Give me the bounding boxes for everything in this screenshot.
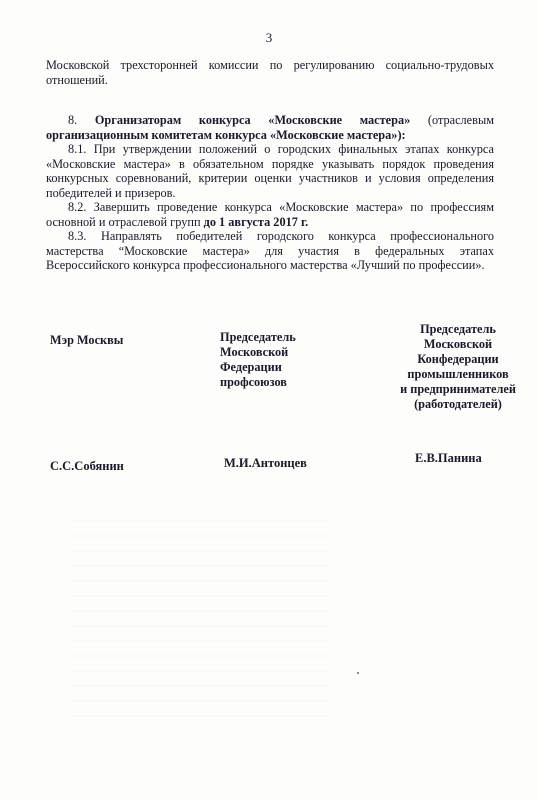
paragraph-8-3: 8.3. Направлять победителей городского конкурса профессионального мастерства “Московские мастера» для участия в федеральных этапах Всероссийского конкурса профессионального мастерства «Лучший по профессии». — [46, 229, 494, 272]
title-line: и предпринимателей — [400, 382, 516, 396]
title-line: Федерации — [220, 360, 282, 374]
title-line: Московской — [220, 345, 289, 359]
signature-title-mayor: Мэр Москвы — [50, 333, 124, 347]
scan-speck — [357, 672, 359, 674]
title-line: Председатель — [420, 322, 496, 336]
section-8-number: 8. — [68, 113, 95, 127]
section-8-heading-bold-1: Организаторам конкурса «Московские мастера» — [94, 113, 411, 127]
show-through-shadow — [70, 520, 330, 720]
signatory-name-mayor: С.С.Собянин — [50, 459, 124, 473]
paragraph-8-1: 8.1. При утверждении положений о городских финальных этапах конкурса «Московские мастера» в обязательном порядке указывать порядок проведения конкурсных соревнований, критерии оценки участников и условия определения победителей и призеров. — [46, 142, 494, 200]
section-8-heading — [46, 113, 494, 142]
paragraph-8-2-deadline: до 1 августа 2017 г. — [203, 214, 309, 229]
title-line: Председатель — [220, 330, 296, 344]
section-8-heading-plain: (отраслевым — [410, 113, 494, 127]
continuation-paragraph: Московской трехсторонней комиссии по регулированию социально-трудовых отношений. — [46, 58, 494, 87]
title-line: профсоюзов — [220, 375, 287, 389]
title-line: Конфедерации — [417, 352, 499, 366]
section-8 — [46, 113, 494, 273]
page-number: 3 — [265, 30, 273, 45]
signature-title-employers — [383, 322, 533, 412]
signatory-name-employers: Е.В.Панина — [415, 451, 482, 465]
signature-title-trade-unions — [220, 330, 360, 390]
signatory-name-trade-unions: М.И.Антонцев — [224, 456, 307, 470]
section-8-heading-bold-2: организационным комитетам конкурса «Московские мастера»): — [46, 127, 406, 142]
paragraph-8-2-text: 8.2. Завершить проведение конкурса «Московские мастера» по профессиям основной и отраслевой групп — [46, 200, 494, 229]
title-line: Московской — [423, 337, 493, 351]
title-line: промышленников — [407, 367, 509, 381]
paragraph-8-2 — [46, 200, 494, 229]
title-line: (работодателей) — [414, 397, 502, 411]
